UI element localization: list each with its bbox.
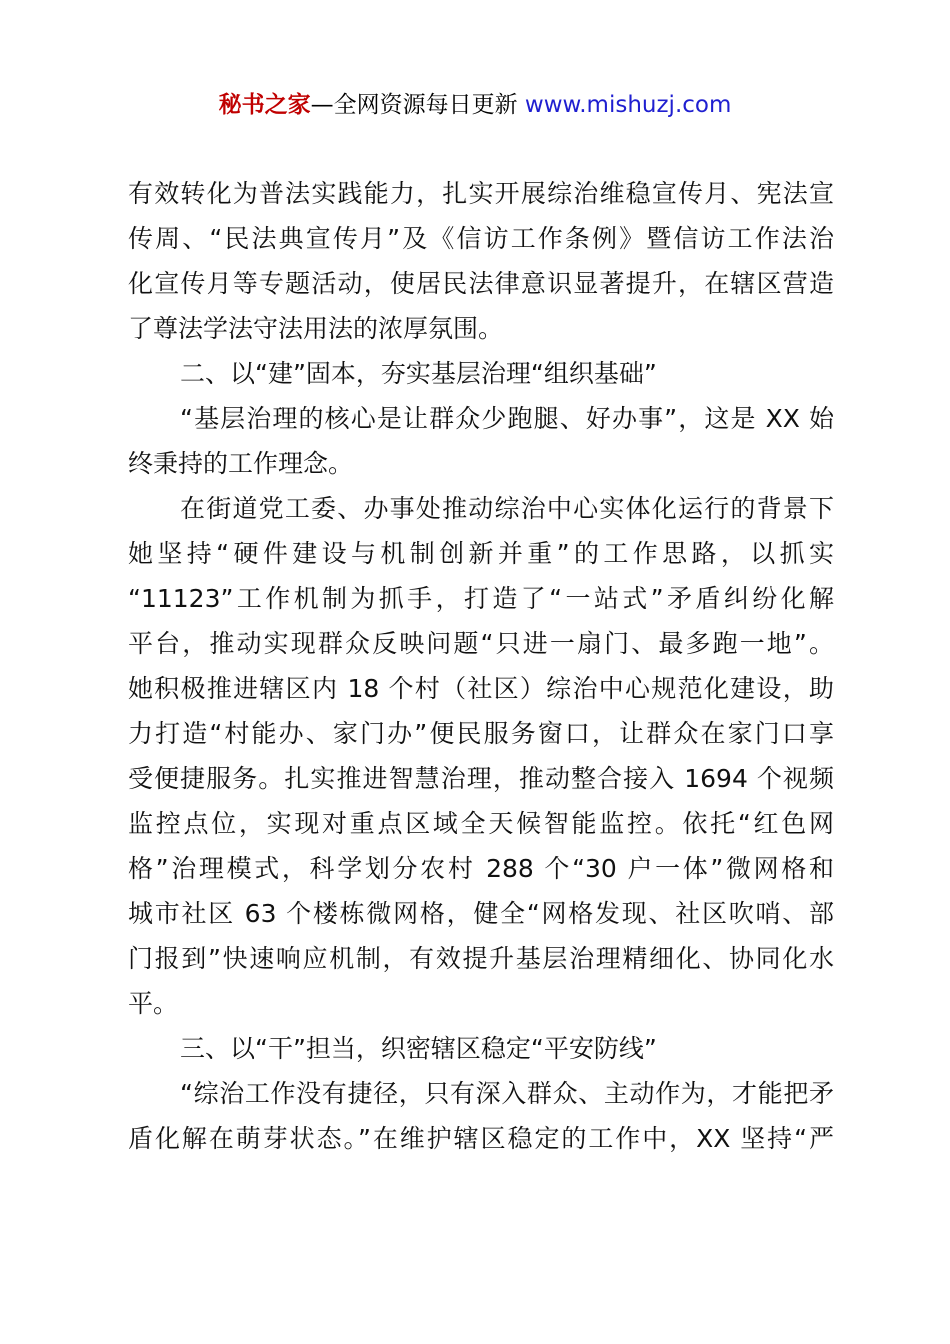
header-url-link[interactable]: www.mishuzj.com [524, 92, 732, 118]
page-header [0, 88, 950, 122]
document-body [128, 171, 834, 1161]
header-brand: 秘书之家 [218, 92, 311, 118]
paragraph-line: 了尊法学法守法用法的浓厚氛围。 [128, 314, 504, 343]
paragraph-line: “综治工作没有捷径，只有深入群众、主动作为，才能把矛 [180, 1079, 834, 1108]
paragraph-line: 盾化解在萌芽状态。”在维护辖区稳定的工作中，XX 坚持“严 [128, 1124, 834, 1153]
paragraph-line: 监控点位，实现对重点区域全天候智能监控。依托“红色网 [128, 809, 834, 838]
paragraph-line: 传周、“民法典宣传月”及《信访工作条例》暨信访工作法治 [128, 224, 834, 253]
paragraph-line: 力打造“村能办、家门办”便民服务窗口，让群众在家门口享 [128, 719, 834, 748]
paragraph-line: 受便捷服务。扎实推进智慧治理，推动整合接入 1694 个视频 [128, 764, 834, 793]
paragraph-line: 终秉持的工作理念。 [128, 449, 354, 478]
section-heading: 三、以“干”担当，织密辖区稳定“平安防线” [180, 1034, 657, 1063]
header-tagline: —全网资源每日更新 [310, 92, 525, 118]
paragraph-line: 门报到”快速响应机制，有效提升基层治理精细化、协同化水 [128, 944, 834, 973]
paragraph-line: 平。 [128, 989, 179, 1018]
paragraph-line: 化宣传月等专题活动，使居民法律意识显著提升，在辖区营造 [128, 269, 834, 298]
paragraph-line: 平台，推动实现群众反映问题“只进一扇门、最多跑一地”。 [128, 629, 834, 658]
section-heading: 二、以“建”固本，夯实基层治理“组织基础” [180, 359, 657, 388]
paragraph-line: 格”治理模式，科学划分农村 288 个“30 户一体”微网格和 [128, 854, 834, 883]
paragraph-line: 她坚持“硬件建设与机制创新并重”的工作思路，以抓实 [128, 539, 834, 568]
paragraph-line: “11123”工作机制为抓手，打造了“一站式”矛盾纠纷化解 [128, 584, 834, 613]
paragraph-line: 在街道党工委、办事处推动综治中心实体化运行的背景下 [180, 494, 834, 523]
paragraph-line: 她积极推进辖区内 18 个村（社区）综治中心规范化建设，助 [128, 674, 834, 703]
paragraph-line: “基层治理的核心是让群众少跑腿、好办事”，这是 XX 始 [180, 404, 834, 433]
paragraph-line: 城市社区 63 个楼栋微网格，健全“网格发现、社区吹哨、部 [128, 899, 834, 928]
paragraph-line: 有效转化为普法实践能力，扎实开展综治维稳宣传月、宪法宣 [128, 179, 834, 208]
